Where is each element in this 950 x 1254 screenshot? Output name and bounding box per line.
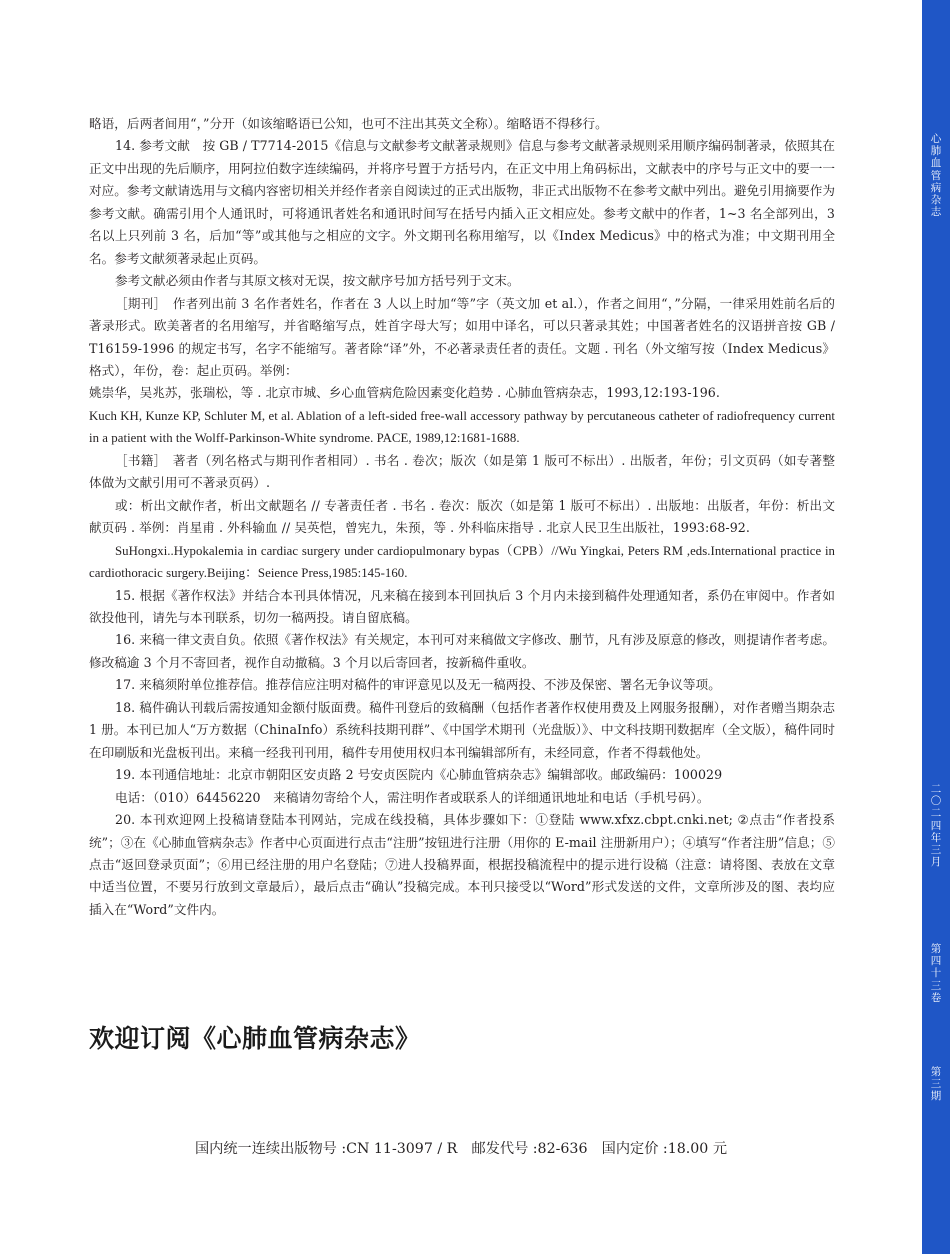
paragraph-references: 14. 参考文献 按 GB / T7714-2015《信息与文献参考文献著录规则》信息与参考文献著录规则采用顺序编码制著录，依照其在正文中出现的先后顺序，用阿拉伯数字连续编码，并将序号置于方括号内，在正文中用上角码标出，文献表中的序号与正文中的要一一对应。参考文献请选用与文稿内容密切相关并经作者亲自阅读过的正式出版物，非正式出版物不在参考文献中列出。避免引用摘要作为参考文献。确需引用个人通讯时，可将通讯者姓名和通讯时间写在括号内插入正文相应处。参考文献中的作者，1~3 名全部列出，3 名以上只列前 3 名，后加“等”或其他与之相应的文字。外文期刊名称用缩写，以《Index Medicus》中的格式为准；中文期刊用全名。参考文献须著录起止页码。 xyxy=(89,138,835,266)
sidebar-publication-date: 二 〇 二 四 年 三 月 xyxy=(930,783,942,869)
paragraph-item-18: 18. 稿件确认刊载后需按通知金额付版面费。稿件刊登后的致稿酬（包括作者著作权使用费及上网服务报酬），对作者赠当期杂志 1 册。本刊已加人“万方数据（ChinaInfo）系统科技期刊群”、《中国学术期刊（光盘版）》、中文科技期刊数据库（全文版），稿件同时在印刷版和光盘板刊出。来稿一经我刊刊用，稿件专用使用权归本刊编辑部所有，未经同意，作者不得载他处。 xyxy=(89,699,835,760)
paragraph-references-check: 参考文献必须由作者与其原文核对无误，按文献序号加方括号列于文末。 xyxy=(115,273,520,289)
example-english-book: SuHongxi..Hypokalemia in cardiac surgery under cardiopulmonary bypas（CPB）//Wu Yingkai, Peters RM ,eds.International practice in cardiothoracic surgery.Beijing：Seience Press,1985:145-160. xyxy=(89,543,835,581)
main-text-column xyxy=(89,113,835,921)
paragraph-item-17: 17. 来稿须附单位推荐信。推荐信应注明对稿件的审评意见以及无一稿两投、不涉及保密、署名无争议等项。 xyxy=(115,677,721,693)
paragraph-item-20-online-submission: 20. 本刊欢迎网上投稿请登陆本刊网站，完成在线投稿，具体步骤如下：①登陆 www.xfxz.cbpt.cnki.net; ②点击“作者投系统”；③在《心肺血管病杂志》作者中心页面进行点击“注册”按钮进行注册（用你的 E-mail 注册新用户）；④填写“作者注册”信息；⑤点击“返回登录页面”；⑥用已经注册的用户名登陆；⑦进人投稿界面，根据投稿流程中的提示进行设稿（注意：请将图、表放在文章中适当位置，不要另行放到文章最后），最后点击“确认”投稿完成。本刊只接受以“Word”形式发送的文件，文章所涉及的图、表均应插入在“Word”文件内。 xyxy=(89,812,835,917)
publication-info-footer: 国内统一连续出版物号 :CN 11-3097 / R 邮发代号 :82-636 国内定价 :18.00 元 xyxy=(194,1141,728,1157)
paragraph-phone: 电话：（010）64456220 来稿请勿寄给个人，需注明作者或联系人的详细通讯地址和电话（手机号码）。 xyxy=(115,789,710,805)
sidebar-issue: 第 三 期 xyxy=(930,1066,942,1103)
paragraph-item-19-address: 19. 本刊通信地址：北京市朝阳区安贞路 2 号安贞医院内《心肺血管病杂志》编辑部收。邮政编码：100029 xyxy=(115,767,723,783)
example-chinese-journal: 姚崇华，吴兆苏，张瑞松，等 . 北京市城、乡心血管病危险因素变化趋势 . 心肺血管病杂志，1993,12:193-196. xyxy=(89,385,720,401)
subscription-heading: 欢迎订阅《心肺血管病杂志》 xyxy=(89,1024,421,1053)
sidebar-journal-name: 心 肺 血 管 病 杂 志 xyxy=(930,133,942,219)
paragraph-chapter-format: 或：析出文献作者，析出文献题名 // 专著责任者 . 书名 . 卷次：版次（如是第 1 版可不标出）. 出版地：出版者，年份：析出文献页码 . 举例：肖星甫 . 外科输血 // 吴英恺，曾宪九，朱预，等 . 外科临床指导 . 北京人民卫生出版社，1993:68-92. xyxy=(89,497,835,536)
paragraph-item-16: 16. 来稿一律文责自负。依照《著作权法》有关规定，本刊可对来稿做文字修改、删节，凡有涉及原意的修改，则提请作者考虑。修改稿逾 3 个月不寄回者，视作自动撤稿。3 个月以后寄回者，按新稿件重收。 xyxy=(89,632,835,670)
paragraph-book-format: ［书籍］ 著者（列名格式与期刊作者相同）. 书名 . 卷次；版次（如是第 1 版可不标出）. 出版者，年份；引文页码（如专著整体做为文献引用可不著录页码）. xyxy=(89,452,835,491)
sidebar-volume: 第 四 十 三 卷 xyxy=(930,943,942,1004)
right-sidebar-band xyxy=(922,0,950,1254)
example-english-journal: Kuch KH, Kunze KP, Schluter M, et al. Ablation of a left-sided free-wall accessory pathway by percutaneous catheter of radiofrequency current in a patient with the Wolff-Parkinson-White syndrome. PACE, 1989,12:1681-1688. xyxy=(89,408,835,446)
paragraph-journal-format: ［期刊］ 作者列出前 3 名作者姓名，作者在 3 人以上时加“等”字（英文加 et al.），作者之间用“，”分隔，一律采用姓前名后的著录形式。欧美著者的名用缩写，并省略缩写点，姓首字母大写；如用中译名，可以只著录其姓；中国著者姓名的汉语拼音按 GB / T16159-1996 的规定书写，名字不能缩写。著者除“译”外，不必著录责任者的责任。文题 . 刊名（外文缩写按（Index Medicus》格式），年份，卷：起止页码。举例： xyxy=(89,295,835,378)
paragraph-item-15: 15. 根据《著作权法》并结合本刊具体情况，凡来稿在接到本刊回执后 3 个月内未接到稿件处理通知者，系仍在审阅中。作者如欲投他刊，请先与本刊联系，切勿一稿两投。请自留底稿。 xyxy=(89,587,835,625)
paragraph-abbreviation-end: 略语，后两者间用“，”分开（如该缩略语已公知，也可不注出其英文全称）。缩略语不得移行。 xyxy=(89,116,608,131)
